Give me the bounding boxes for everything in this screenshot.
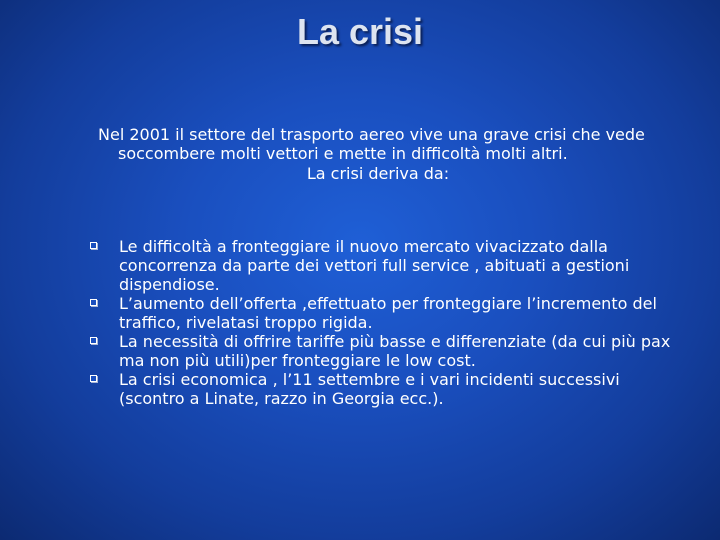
square-bullet-icon [90, 375, 97, 382]
list-item [88, 332, 688, 370]
intro-subline: La crisi deriva da: [306, 164, 450, 183]
intro-paragraph [98, 125, 658, 183]
bullet-list [88, 237, 688, 408]
list-item-text: Le difficoltà a fronteggiare il nuovo mercato vivacizzato dalla concorrenza da parte dei vettori full service , abituati a gestioni dispendiose. [119, 237, 630, 294]
list-item-text: La necessità di offrire tariffe più basse e differenziate (da cui più pax ma non più utili)per fronteggiare le low cost. [119, 332, 671, 370]
intro-text: Nel 2001 il settore del trasporto aereo vive una grave crisi che vede soccombere molti vettori e mette in difficoltà molti altri. [98, 125, 645, 163]
list-item-text: La crisi economica , l’11 settembre e i vari incidenti successivi (scontro a Linate, razzo in Georgia ecc.). [119, 370, 620, 408]
list-item [88, 294, 688, 332]
square-bullet-icon [90, 299, 97, 306]
slide-title: La crisi [296, 11, 424, 52]
square-bullet-icon [90, 337, 97, 344]
square-bullet-icon [90, 242, 97, 249]
list-item-text: L’aumento dell’offerta ,effettuato per fronteggiare l’incremento del traffico, rivelatasi troppo rigida. [119, 294, 657, 332]
list-item [88, 237, 688, 294]
list-item [88, 370, 688, 408]
